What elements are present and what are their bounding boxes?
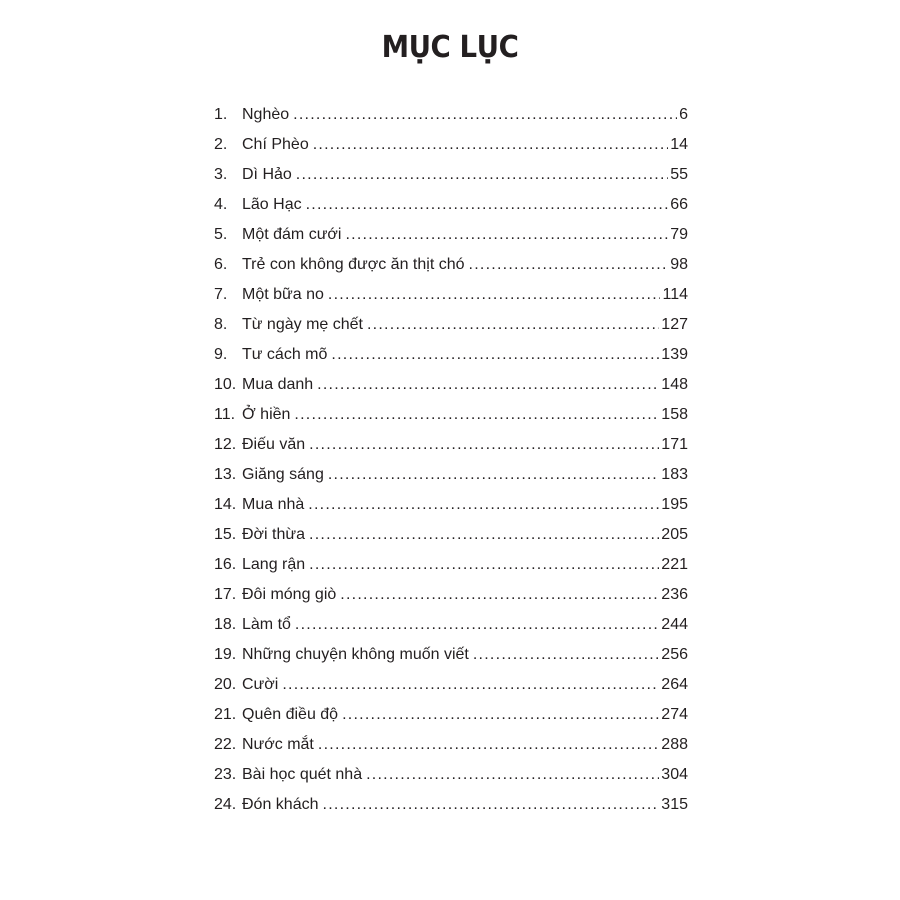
toc-entry [214,340,688,370]
dot-leader [306,190,669,220]
toc-entry [214,400,688,430]
toc-entry-page-number: 139 [661,346,688,363]
toc-entry-number: 23. [214,766,237,783]
dot-leader [473,640,659,670]
dot-leader [309,430,659,460]
toc-entry-title: Mua danh [242,376,314,393]
toc-entry [214,220,688,250]
toc-entry-number: 6. [214,256,228,273]
dot-leader [342,700,659,730]
toc-entry [214,640,688,670]
toc-entry-page-number: 148 [661,376,688,393]
toc-entry-number: 14. [214,496,237,513]
table-of-contents [214,100,688,820]
toc-entry-title: Đón khách [242,796,319,813]
toc-entry-title: Quên điều độ [242,706,339,723]
toc-entry-page-number: 288 [661,736,688,753]
dot-leader [308,490,659,520]
toc-entry [214,130,688,160]
toc-entry-number: 3. [214,166,228,183]
toc-entry-title: Đời thừa [242,526,305,543]
toc-entry-title: Mua nhà [242,496,305,513]
toc-entry-number: 19. [214,646,237,663]
toc-entry [214,700,688,730]
toc-entry-title: Làm tổ [242,616,291,633]
dot-leader [323,790,660,820]
toc-entry-number: 20. [214,676,237,693]
toc-entry-title: Những chuyện không muốn viết [242,646,469,663]
toc-entry [214,250,688,280]
toc-entry-title: Dì Hảo [242,166,292,183]
dot-leader [328,460,659,490]
toc-entry-title: Lão Hạc [242,196,302,213]
toc-entry-page-number: 6 [679,106,688,123]
toc-entry-number: 10. [214,376,237,393]
toc-entry-title: Từ ngày mẹ chết [242,316,363,333]
toc-entry-title: Tư cách mõ [242,346,328,363]
toc-entry-number: 17. [214,586,237,603]
toc-entry [214,760,688,790]
dot-leader [328,280,661,310]
toc-entry-number: 13. [214,466,237,483]
toc-entry-number: 21. [214,706,237,723]
dot-leader [295,610,659,640]
toc-entry [214,190,688,220]
dot-leader [309,520,659,550]
toc-entry-title: Lang rận [242,556,306,573]
toc-entry-title: Bài học quét nhà [242,766,363,783]
toc-entry-number: 8. [214,316,228,333]
dot-leader [469,250,669,280]
toc-entry-title: Ở hiền [242,406,291,423]
dot-leader [309,550,659,580]
toc-entry [214,430,688,460]
toc-entry [214,310,688,340]
toc-entry-page-number: 264 [661,676,688,693]
toc-entry-number: 16. [214,556,237,573]
toc-entry [214,670,688,700]
toc-entry-page-number: 195 [661,496,688,513]
toc-entry [214,730,688,760]
toc-entry-page-number: 236 [661,586,688,603]
toc-entry-page-number: 127 [661,316,688,333]
dot-leader [340,580,659,610]
toc-entry-page-number: 158 [661,406,688,423]
toc-entry-number: 12. [214,436,237,453]
toc-entry [214,490,688,520]
toc-entry-number: 1. [214,106,228,123]
toc-entry [214,550,688,580]
toc-entry [214,100,688,130]
toc-entry-title: Chí Phèo [242,136,309,153]
toc-entry-number: 15. [214,526,237,543]
toc-entry-title: Cười [242,676,279,693]
toc-entry-page-number: 114 [662,286,688,303]
toc-entry-page-number: 256 [661,646,688,663]
toc-entry-title: Điếu văn [242,436,306,453]
toc-entry-number: 2. [214,136,228,153]
dot-leader [313,130,668,160]
toc-entry-page-number: 14 [670,136,688,153]
toc-entry-title: Nghèo [242,106,290,123]
toc-entry-title: Một bữa no [242,286,324,303]
toc-entry-number: 9. [214,346,228,363]
toc-entry-number: 4. [214,196,228,213]
toc-entry-page-number: 221 [661,556,688,573]
toc-entry-page-number: 66 [670,196,688,213]
toc-entry [214,460,688,490]
toc-entry-page-number: 205 [661,526,688,543]
dot-leader [331,340,659,370]
toc-entry-page-number: 274 [661,706,688,723]
toc-entry-title: Trẻ con không được ăn thịt chó [242,256,465,273]
toc-entry-number: 24. [214,796,237,813]
toc-entry [214,790,688,820]
dot-leader [317,370,659,400]
toc-entry [214,520,688,550]
dot-leader [294,400,659,430]
toc-entry [214,280,688,310]
dot-leader [318,730,659,760]
toc-entry-title: Giăng sáng [242,466,324,483]
dot-leader [345,220,668,250]
toc-entry-number: 18. [214,616,237,633]
toc-entry-page-number: 315 [661,796,688,813]
dot-leader [367,310,659,340]
dot-leader [293,100,677,130]
dot-leader [296,160,668,190]
toc-entry-title: Đôi móng giò [242,586,337,603]
toc-entry-title: Nước mắt [242,736,314,753]
toc-entry-number: 11. [214,406,236,423]
toc-entry-title: Một đám cưới [242,226,342,243]
toc-entry-page-number: 79 [670,226,688,243]
toc-entry-page-number: 98 [670,256,688,273]
toc-entry-page-number: 171 [661,436,688,453]
toc-entry-number: 22. [214,736,237,753]
toc-entry-number: 7. [214,286,228,303]
toc-entry-page-number: 55 [670,166,688,183]
toc-entry-number: 5. [214,226,228,243]
page-title: MỤC LỤC [381,30,519,65]
toc-entry-page-number: 183 [661,466,688,483]
toc-entry [214,160,688,190]
toc-entry [214,370,688,400]
toc-entry [214,610,688,640]
dot-leader [366,760,659,790]
dot-leader [282,670,659,700]
toc-entry-page-number: 244 [661,616,688,633]
toc-entry [214,580,688,610]
toc-entry-page-number: 304 [661,766,688,783]
